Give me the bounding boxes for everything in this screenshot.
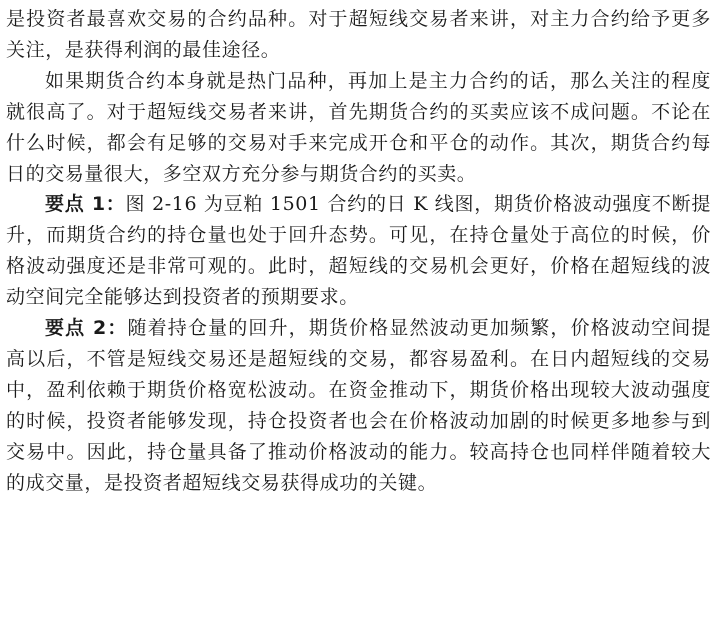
- paragraph-key-point-2: [6, 313, 711, 498]
- paragraph-text: 是投资者最喜欢交易的合约品种。对于超短线交易者来讲，对主力合约给予更多关注，是获得利润的最佳途径。: [6, 8, 711, 61]
- paragraph-text: 图 2-16 为豆粕 1501 合约的日 K 线图，期货价格波动强度不断提升，而期货合约的持仓量也处于回升态势。可见，在持仓量处于高位的时候，价格波动强度还是非常可观的。此时，超短线的交易机会更好，价格在超短线的波动空间完全能够达到投资者的预期要求。: [6, 193, 712, 309]
- paragraph-text: 如果期货合约本身就是热门品种，再加上是主力合约的话，那么关注的程度就很高了。对于超短线交易者来讲，首先期货合约的买卖应该不成问题。不论在什么时候，都会有足够的交易对手来完成开仓和平仓的动作。其次，期货合约每日的交易量很大，多空双方充分参与期货合约的买卖。: [6, 69, 711, 185]
- paragraph-text: 随着持仓量的回升，期货价格显然波动更加频繁，价格波动空间提高以后，不管是短线交易还是超短线的交易，都容易盈利。在日内超短线的交易中，盈利依赖于期货价格宽松波动。在资金推动下，期货价格出现较大波动强度的时候，投资者能够发现，持仓投资者也会在价格波动加剧的时候更多地参与到交易中。因此，持仓量具备了推动价格波动的能力。较高持仓也同样伴随着较大的成交量，是投资者超短线交易获得成功的关键。: [6, 317, 711, 494]
- key-point-label: 要点 2：: [45, 317, 128, 340]
- key-point-label: 要点 1：: [45, 193, 126, 216]
- paragraph-continuation: [6, 4, 711, 66]
- paragraph-hot-contract: [6, 66, 711, 190]
- paragraph-key-point-1: [6, 189, 711, 313]
